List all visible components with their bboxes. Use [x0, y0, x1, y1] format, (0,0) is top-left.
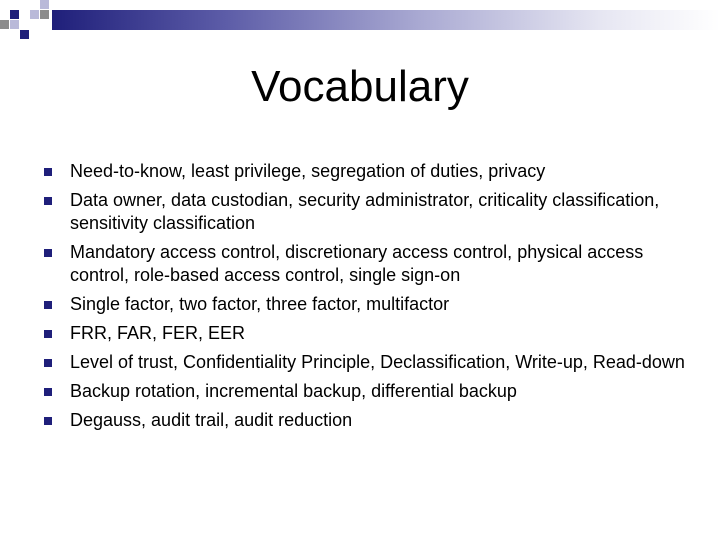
bullet-item [40, 293, 700, 316]
square-bullet-icon [44, 249, 52, 257]
square-bullet-icon [44, 301, 52, 309]
slide-title: Vocabulary [251, 62, 469, 111]
decorative-square [20, 30, 29, 39]
square-bullet-icon [44, 168, 52, 176]
bullet-text: Level of trust, Confidentiality Principle, Declassification, Write-up, Read-down [70, 352, 685, 372]
bullet-item [40, 241, 700, 287]
header-gradient-band [52, 10, 720, 30]
square-bullet-icon [44, 197, 52, 205]
decorative-square [30, 10, 39, 19]
bullet-item [40, 409, 700, 432]
decorative-header [0, 0, 720, 44]
bullet-text: Data owner, data custodian, security administrator, criticality classification, sensitivity classification [70, 190, 660, 233]
bullet-text: Single factor, two factor, three factor, multifactor [70, 294, 450, 314]
bullet-item [40, 380, 700, 403]
bullet-text: Need-to-know, least privilege, segregation of duties, privacy [70, 161, 546, 181]
bullet-text: Backup rotation, incremental backup, differential backup [70, 381, 517, 401]
bullet-text: Mandatory access control, discretionary access control, physical access control, role-based access control, single sign-on [70, 242, 644, 285]
decorative-square [10, 10, 19, 19]
bullet-list [40, 160, 700, 432]
bullet-item [40, 189, 700, 235]
square-bullet-icon [44, 388, 52, 396]
decorative-square [10, 20, 19, 29]
decorative-square [40, 0, 49, 9]
square-bullet-icon [44, 330, 52, 338]
square-bullet-icon [44, 359, 52, 367]
decorative-square [0, 20, 9, 29]
bullet-text: FRR, FAR, FER, EER [70, 323, 246, 343]
bullet-item [40, 160, 700, 183]
decorative-square [40, 10, 49, 19]
square-bullet-icon [44, 417, 52, 425]
bullet-item [40, 351, 700, 374]
bullet-item [40, 322, 700, 345]
bullet-text: Degauss, audit trail, audit reduction [70, 410, 353, 430]
